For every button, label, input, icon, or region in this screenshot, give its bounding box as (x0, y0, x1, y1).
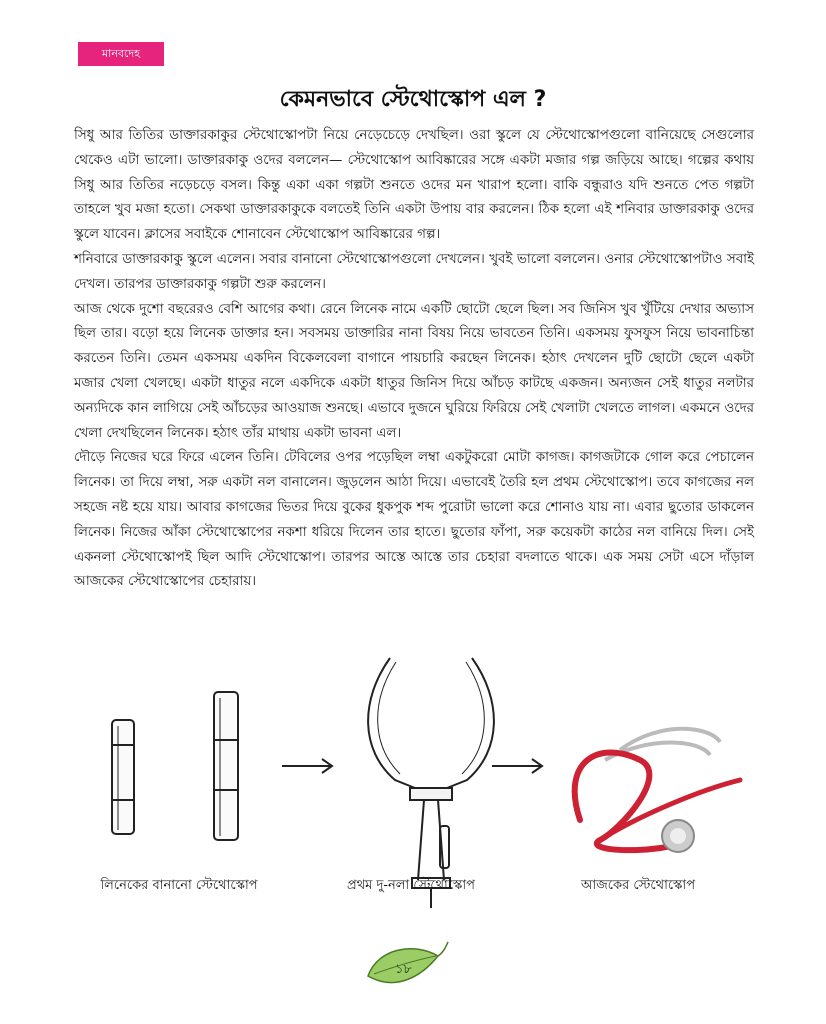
modern-stethoscope-illustration (575, 729, 740, 852)
arrow-right-icon (282, 759, 332, 773)
paragraph: দৌড়ে নিজের ঘরে ফিরে এলেন তিনি। টেবিলের ওপর পড়েছিল লম্বা একটুকরো মোটা কাগজ। কাগজটাকে গোল করে পেচালেন লিনেক। তা দিয়ে লম্বা, সরু একটা নল বানালেন। জুড়লেন আঠা দিয়ে। এভাবেই তৈরি হল প্রথম স্টেথোস্কোপ। তবে কাগজের নল সহজে নষ্ট হয়ে যায়। আবার কাগজের ভিতর দিয়ে বুকের ধুকপুক শব্দ পুরোটা ভালো করে শোনাও যায় না। এবার ছুতোর ডাকলেন লিনেক। নিজের আঁকা স্টেথোস্কোপের নকশা ধরিয়ে দিলেন তার হাতে। ছুতোর ফাঁপা, সরু কয়েকটা কাঠের নল বানিয়ে দিল। সেই একনলা স্টেথোস্কোপই ছিল আদি স্টেথোস্কোপ। তারপর আস্তে আস্তে তার চেহারা বদলাতে থাকে। এক সময় সেটা এসে দাঁড়াল আজকের স্টেথোস্কোপের চেহারায়। (74, 450, 754, 590)
wooden-tube-short-illustration (112, 720, 134, 834)
caption-modern-stethoscope: আজকের স্টেথোস্কোপ (580, 878, 696, 893)
caption-binaural-stethoscope: প্রথম দু-নলা স্টেথোস্কোপ (346, 878, 475, 893)
page-number: ১৮ (395, 962, 412, 977)
paragraph: আজ থেকে দুশো বছরেরও বেশি আগের কথা। রেনে লিনেক নামে একটি ছোটো ছেলে ছিল। সব জিনিস খুব খুঁটিয়ে দেখার অভ্যাস ছিল তার। বড়ো হয়ে লিনেক ডাক্তার হন। সবসময় ডাক্তারির নানা বিষয় নিয়ে ভাবতেন তিনি। একসময় ফুসফুস নিয়ে ভাবনাচিন্তা করতেন তিনি। তেমন একসময় একদিন বিকেলবেলা বাগানে পায়চারি করছেন লিনেক। হঠাৎ দেখলেন দুটি ছোটো ছেলে একটা মজার খেলা খেলছে। একটা ধাতুর নলে একদিকে একটা ধাতুর জিনিস দিয়ে আঁচড় কাটছে একজন। অন্যজন সেই ধাতুর নলটার অন্যদিকে কান লাগিয়ে সেই আঁচড়ের আওয়াজ শুনছে। এভাবে দুজনে ঘুরিয়ে ফিরিয়ে সেই খেলাটা খেলতে লাগল। একমনে ওদের খেলা দেখছিলেন লিনেক। হঠাৎ তাঁর মাথায় একটা ভাবনা এল। (74, 301, 754, 441)
article-body (74, 124, 754, 595)
paragraph: শনিবারে ডাক্তারকাকু স্কুলে এলেন। সবার বানানো স্টেথোস্কোপগুলো দেখলেন। খুবই ভালো বললেন। ওনার স্টেথোস্কোপটাও সবাই দেখল। তারপর ডাক্তারকাকু গল্পটা শুরু করলেন। (74, 251, 754, 292)
binaural-stethoscope-illustration (368, 658, 494, 908)
wooden-tube-long-illustration (214, 692, 238, 840)
stethoscope-evolution-figure (60, 640, 780, 910)
page-title: কেমনভাবে স্টেথোস্কোপ এল ? (279, 87, 547, 112)
arrow-right-icon (492, 759, 542, 773)
paragraph: সিধু আর তিতির ডাক্তারকাকুর স্টেথোস্কোপটা নিয়ে নেড়েচেড়ে দেখছিল। ওরা স্কুলে যে স্টেথোস্কোপগুলো বানিয়েছে সেগুলোর থেকেও এটা ভালো। ডাক্তারকাকু ওদের বললেন— স্টেথোস্কোপ আবিষ্কারের সঙ্গে একটা মজার গল্প জড়িয়ে আছে। গল্পের কথায় সিধু আর তিতির নড়েচড়ে বসল। কিন্তু একা একা গল্পটা শুনতে ওদের মন খারাপ হলো। বাকি বন্ধুরাও যদি শুনতে পেত গল্পটা তাহলে খুব মজা হতো। সেকথা ডাক্তারকাকুকে বলতেই তিনি একটা উপায় বার করলেন। ঠিক হলো এই শনিবার ডাক্তারকাকু ওদের স্কুলে যাবেন। ক্লাসের সবাইকে শোনাবেন স্টেথোস্কোপ আবিষ্কারের গল্প। (74, 128, 754, 243)
chapter-badge: মানবদেহ (78, 42, 164, 66)
caption-laennec-stethoscope: লিনেকের বানানো স্টেথোস্কোপ (100, 878, 258, 893)
